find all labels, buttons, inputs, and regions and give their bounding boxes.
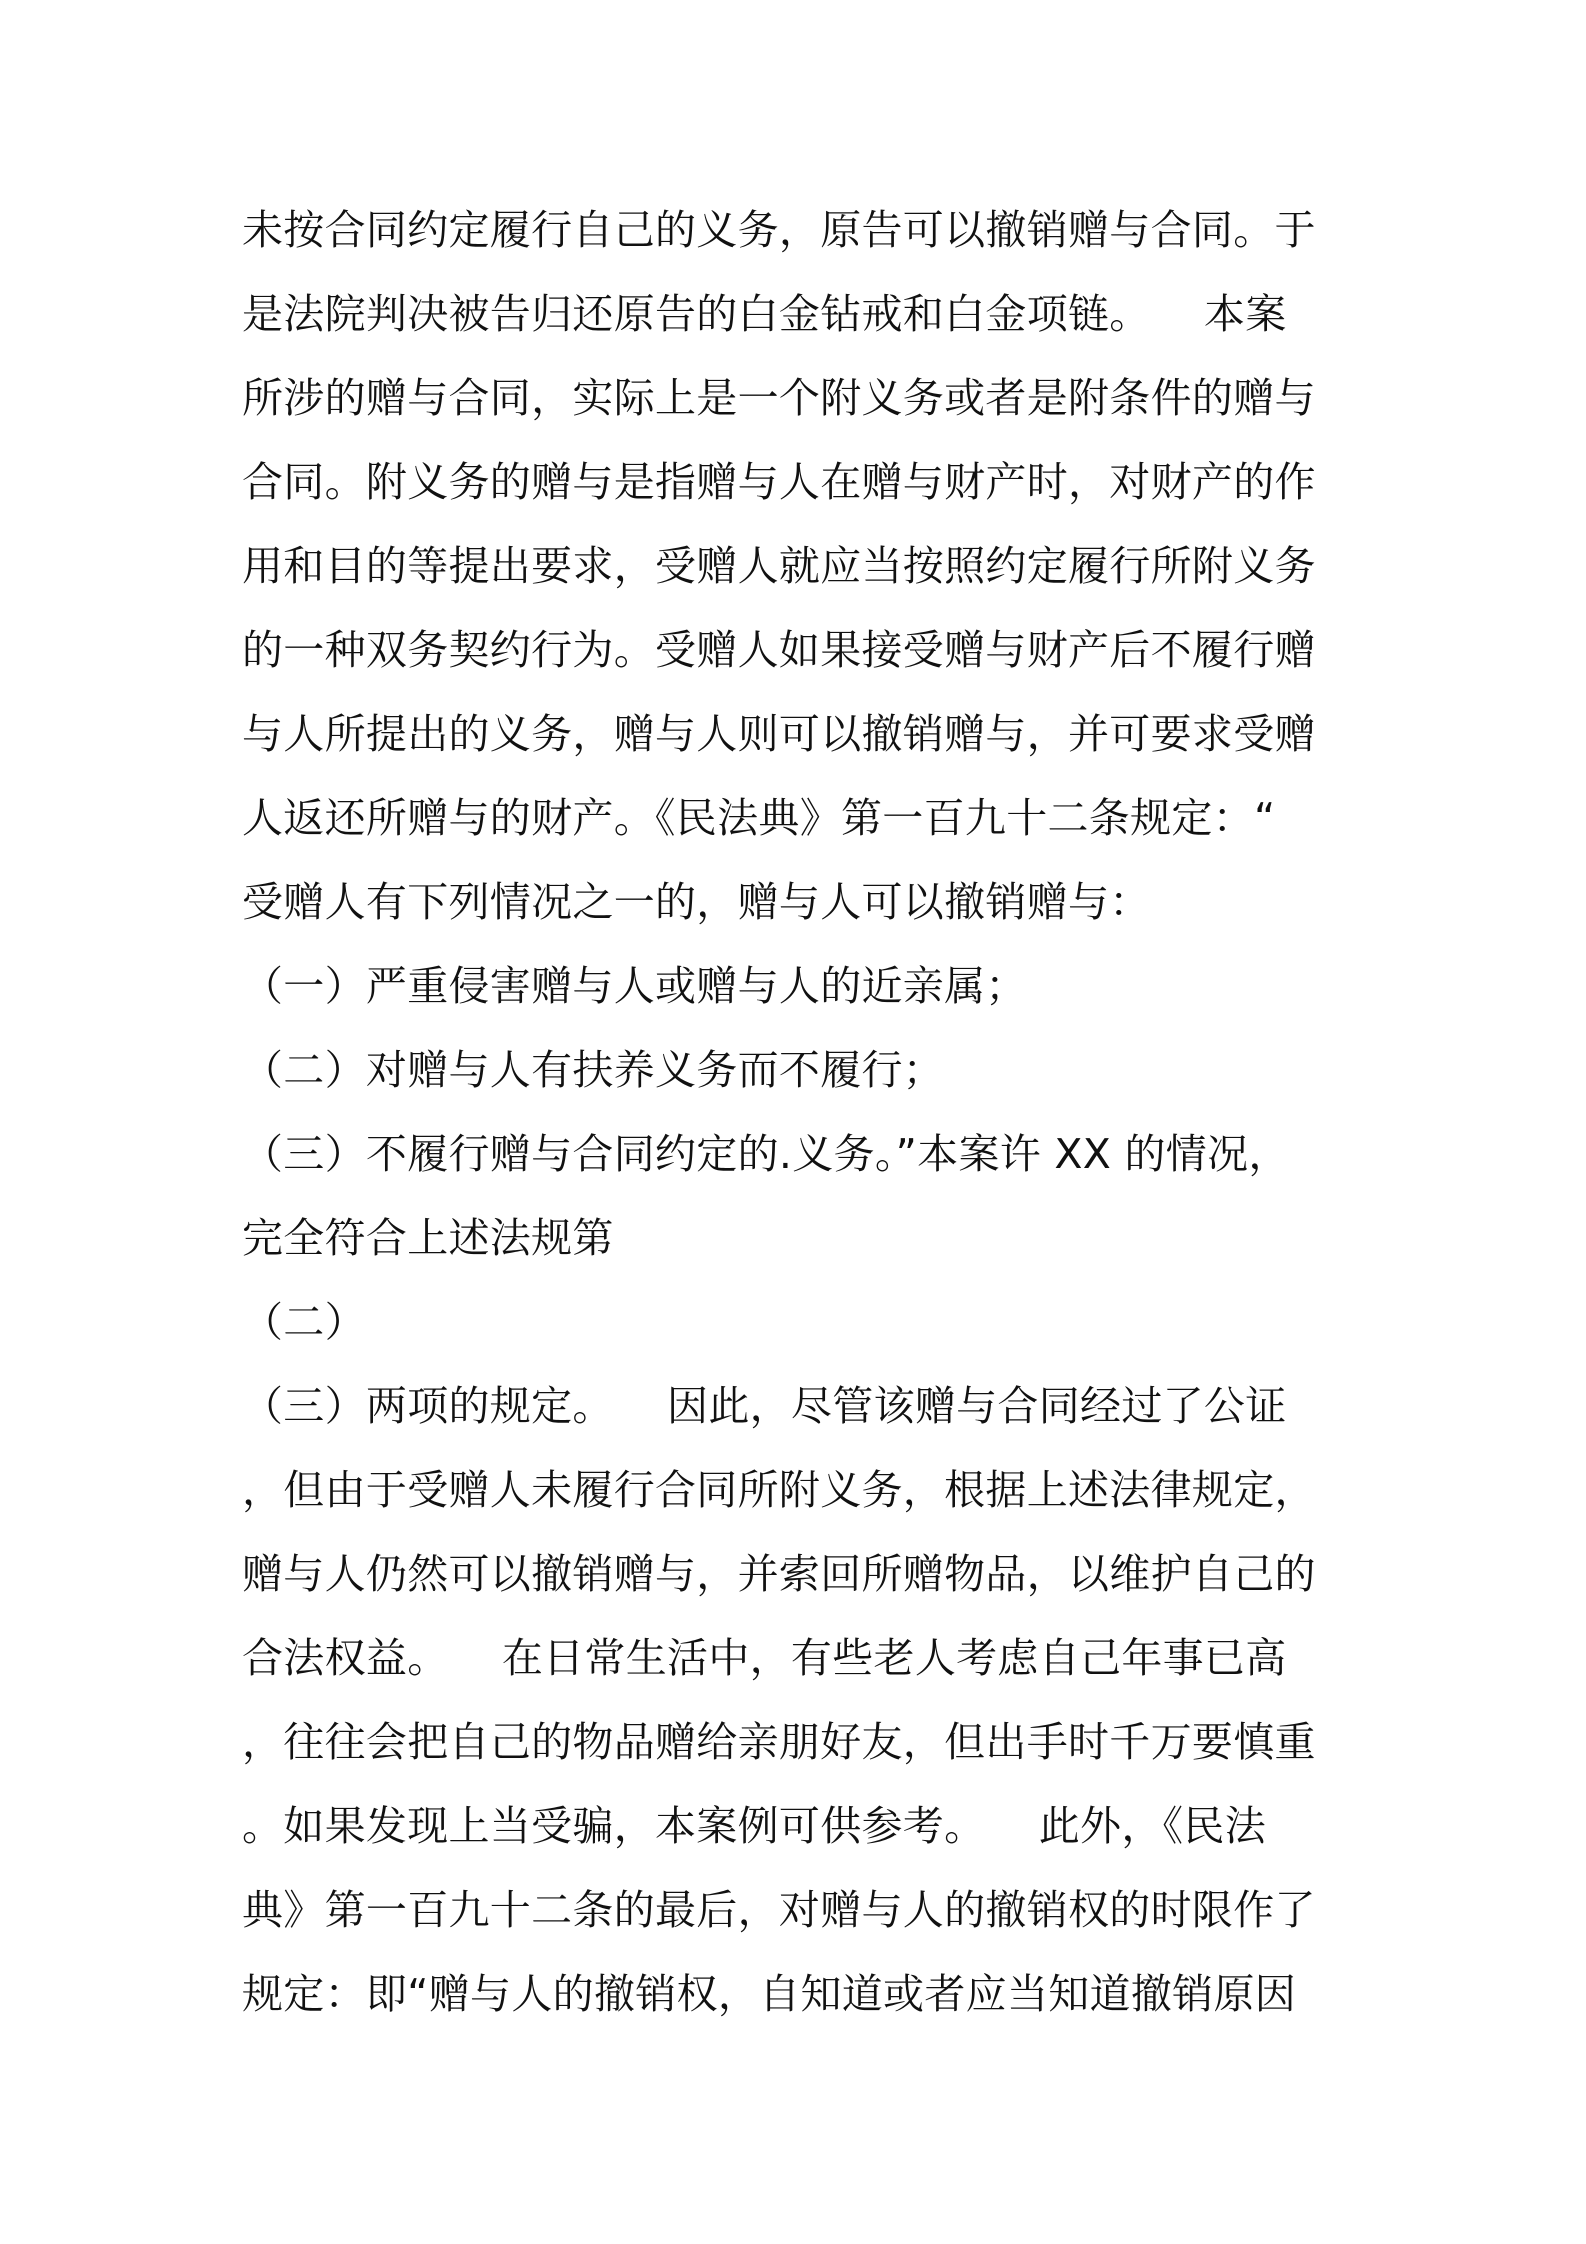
text-line: 所涉的赠与合同，实际上是一个附义务或者是附条件的赠与 [242, 374, 1316, 422]
text-line: 与人所提出的义务，赠与人则可以撤销赠与，并可要求受赠 [242, 710, 1316, 758]
list-item-1: （一）严重侵害赠与人或赠与人的近亲属； [242, 962, 1027, 1010]
text-line: 受赠人有下列情况之一的，赠与人可以撤销赠与： [242, 878, 1151, 926]
text-line: 规定：即“赠与人的撤销权，自知道或者应当知道撤销原因 [242, 1970, 1297, 2018]
list-item-2: （二）对赠与人有扶养义务而不履行； [242, 1046, 945, 1094]
text-line: ，往往会把自己的物品赠给亲朋好友，但出手时千万要慎重 [242, 1718, 1316, 1766]
list-item-3: （三）不履行赠与合同约定的.义务。”本案许 XX 的情况， [242, 1130, 1290, 1178]
text-line: 未按合同约定履行自己的义务，原告可以撤销赠与合同。于 [242, 206, 1316, 254]
text-line: 用和目的等提出要求，受赠人就应当按照约定履行所附义务 [242, 542, 1316, 590]
text-line: 合法权益。 在日常生活中，有些老人考虑自己年事已高 [242, 1634, 1287, 1682]
text-line: （二） [242, 1298, 366, 1346]
text-line: 完全符合上述法规第 [242, 1214, 614, 1262]
text-line: ，但由于受赠人未履行合同所附义务，根据上述法律规定， [242, 1466, 1316, 1514]
text-line: 。如果发现上当受骗，本案例可供参考。 此外，《民法 [242, 1802, 1267, 1850]
text-line: 赠与人仍然可以撤销赠与，并索回所赠物品，以维护自己的 [242, 1550, 1316, 1598]
text-line: 典》第一百九十二条的最后，对赠与人的撤销权的时限作了 [242, 1886, 1316, 1934]
text-line: 合同。附义务的赠与是指赠与人在赠与财产时，对财产的作 [242, 458, 1316, 506]
text-line: （三）两项的规定。 因此，尽管该赠与合同经过了公证 [242, 1382, 1287, 1430]
text-line: 是法院判决被告归还原告的白金钻戒和白金项链。 本案 [242, 290, 1287, 338]
text-line: 人返还所赠与的财产。《民法典》第一百九十二条规定：“ [242, 794, 1276, 842]
text-line: 的一种双务契约行为。受赠人如果接受赠与财产后不履行赠 [242, 626, 1316, 674]
